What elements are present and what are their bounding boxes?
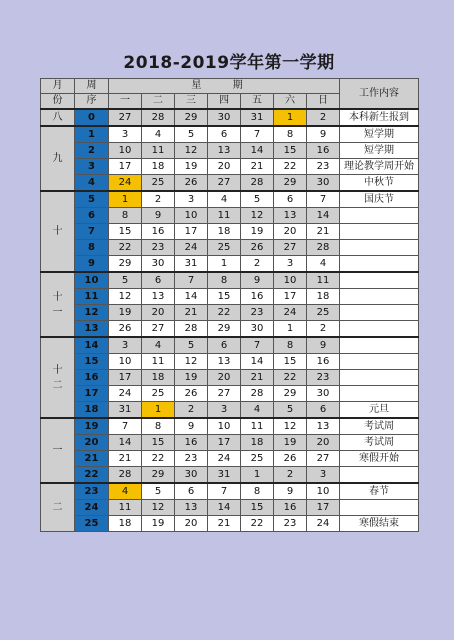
week-row: [41, 191, 419, 208]
day-cell: 12: [274, 418, 307, 435]
day-cell: 27: [109, 109, 142, 126]
day-cell: 9: [307, 126, 340, 143]
work-content-cell: [340, 370, 419, 386]
day-cell: 2: [307, 109, 340, 126]
day-cell: 23: [274, 516, 307, 532]
month-header-bottom: 份: [41, 94, 75, 110]
weekday-header: 六: [274, 94, 307, 110]
day-cell: 4: [241, 402, 274, 419]
month-label: [41, 191, 75, 272]
day-cell: 18: [241, 435, 274, 451]
day-cell: 18: [208, 224, 241, 240]
week-number: 19: [75, 418, 109, 435]
day-cell: 3: [109, 337, 142, 354]
day-cell: 10: [274, 272, 307, 289]
day-cell: 8: [208, 272, 241, 289]
work-content-header: 工作内容: [340, 79, 419, 110]
work-content-cell: [340, 272, 419, 289]
day-cell: 18: [109, 516, 142, 532]
day-cell: 3: [175, 191, 208, 208]
week-row: [41, 500, 419, 516]
day-cell: 28: [241, 386, 274, 402]
day-cell: 17: [307, 500, 340, 516]
day-cell: 21: [241, 370, 274, 386]
day-cell: 26: [241, 240, 274, 256]
day-cell: 20: [307, 435, 340, 451]
week-row: [41, 402, 419, 419]
day-cell: 30: [241, 321, 274, 338]
work-content-cell: [340, 208, 419, 224]
week-row: [41, 224, 419, 240]
week-number: 14: [75, 337, 109, 354]
day-cell: 10: [208, 418, 241, 435]
week-row: [41, 126, 419, 143]
weekday-header: 三: [175, 94, 208, 110]
weekday-header: 一: [109, 94, 142, 110]
day-cell: 15: [142, 435, 175, 451]
day-cell: 18: [142, 159, 175, 175]
day-cell: 18: [307, 289, 340, 305]
day-cell: 2: [175, 402, 208, 419]
week-row: [41, 516, 419, 532]
work-content-cell: [340, 386, 419, 402]
day-cell: 25: [241, 451, 274, 467]
month-label: [41, 126, 75, 191]
month-label-char: 一: [52, 445, 63, 456]
work-content-cell: 短学期: [340, 126, 419, 143]
day-cell: 8: [142, 418, 175, 435]
day-cell: 17: [109, 159, 142, 175]
month-label-char: 二: [52, 502, 63, 513]
week-number: 21: [75, 451, 109, 467]
day-cell: 15: [109, 224, 142, 240]
day-cell: 20: [208, 370, 241, 386]
day-cell: 13: [208, 143, 241, 159]
day-cell: 22: [142, 451, 175, 467]
school-calendar-table: [40, 78, 419, 532]
day-cell: 13: [274, 208, 307, 224]
day-cell: 6: [142, 272, 175, 289]
week-number: 0: [75, 109, 109, 126]
day-cell: 22: [274, 159, 307, 175]
day-cell: 27: [208, 386, 241, 402]
day-cell: 27: [307, 451, 340, 467]
day-cell: 17: [109, 370, 142, 386]
day-cell: 15: [274, 143, 307, 159]
day-cell: 14: [241, 143, 274, 159]
day-cell: 17: [175, 224, 208, 240]
day-cell: 11: [142, 354, 175, 370]
work-content-cell: 中秋节: [340, 175, 419, 192]
day-cell: 6: [175, 483, 208, 500]
day-cell: 15: [208, 289, 241, 305]
weekday-header: 五: [241, 94, 274, 110]
day-cell: 3: [208, 402, 241, 419]
day-cell: 25: [208, 240, 241, 256]
week-row: [41, 321, 419, 338]
day-cell: 1: [109, 191, 142, 208]
day-cell: 13: [208, 354, 241, 370]
day-cell: 14: [241, 354, 274, 370]
week-number: 11: [75, 289, 109, 305]
day-cell: 24: [109, 175, 142, 192]
work-content-cell: [340, 305, 419, 321]
day-cell: 29: [109, 256, 142, 273]
weekday-header: 四: [208, 94, 241, 110]
day-cell: 8: [109, 208, 142, 224]
week-row: [41, 418, 419, 435]
day-cell: 9: [307, 337, 340, 354]
month-label: [41, 109, 75, 126]
week-row: [41, 370, 419, 386]
day-cell: 30: [307, 175, 340, 192]
day-cell: 9: [175, 418, 208, 435]
day-cell: 2: [142, 191, 175, 208]
day-cell: 7: [175, 272, 208, 289]
day-cell: 9: [142, 208, 175, 224]
day-cell: 6: [208, 126, 241, 143]
day-cell: 20: [142, 305, 175, 321]
month-label-char: 十: [52, 291, 63, 303]
week-number: 8: [75, 240, 109, 256]
day-cell: 29: [175, 109, 208, 126]
day-cell: 1: [142, 402, 175, 419]
week-row: [41, 272, 419, 289]
day-cell: 31: [208, 467, 241, 484]
day-cell: 4: [142, 126, 175, 143]
day-cell: 21: [208, 516, 241, 532]
work-content-cell: [340, 224, 419, 240]
work-content-cell: 本科新生报到: [340, 109, 419, 126]
month-label: [41, 483, 75, 532]
day-cell: 1: [241, 467, 274, 484]
day-cell: 4: [208, 191, 241, 208]
day-cell: 27: [274, 240, 307, 256]
day-cell: 2: [241, 256, 274, 273]
weekday-group-header: 星 期: [109, 79, 340, 94]
day-cell: 28: [307, 240, 340, 256]
day-cell: 30: [307, 386, 340, 402]
work-content-cell: [340, 256, 419, 273]
week-number: 16: [75, 370, 109, 386]
work-content-cell: [340, 321, 419, 338]
day-cell: 3: [274, 256, 307, 273]
week-row: [41, 354, 419, 370]
day-cell: 4: [307, 256, 340, 273]
week-number: 5: [75, 191, 109, 208]
day-cell: 24: [274, 305, 307, 321]
day-cell: 16: [307, 143, 340, 159]
work-content-cell: 元旦: [340, 402, 419, 419]
week-number: 25: [75, 516, 109, 532]
day-cell: 19: [142, 516, 175, 532]
day-cell: 1: [274, 321, 307, 338]
week-number: 24: [75, 500, 109, 516]
day-cell: 31: [109, 402, 142, 419]
day-cell: 10: [307, 483, 340, 500]
week-header-top: 周: [75, 79, 109, 94]
week-number: 22: [75, 467, 109, 484]
day-cell: 28: [175, 321, 208, 338]
week-number: 6: [75, 208, 109, 224]
day-cell: 11: [307, 272, 340, 289]
week-number: 3: [75, 159, 109, 175]
work-content-cell: 短学期: [340, 143, 419, 159]
day-cell: 5: [175, 337, 208, 354]
day-cell: 25: [142, 386, 175, 402]
work-content-cell: 考试周: [340, 418, 419, 435]
day-cell: 14: [307, 208, 340, 224]
day-cell: 13: [307, 418, 340, 435]
day-cell: 7: [208, 483, 241, 500]
week-number: 1: [75, 126, 109, 143]
month-label: [41, 272, 75, 337]
week-number: 7: [75, 224, 109, 240]
day-cell: 7: [241, 126, 274, 143]
day-cell: 25: [307, 305, 340, 321]
week-row: [41, 208, 419, 224]
month-label-char: 十: [52, 226, 63, 237]
day-cell: 13: [175, 500, 208, 516]
day-cell: 20: [208, 159, 241, 175]
day-cell: 7: [109, 418, 142, 435]
work-content-cell: 寒假开始: [340, 451, 419, 467]
day-cell: 3: [109, 126, 142, 143]
day-cell: 11: [241, 418, 274, 435]
month-label: [41, 418, 75, 483]
work-content-cell: 国庆节: [340, 191, 419, 208]
day-cell: 21: [109, 451, 142, 467]
day-cell: 5: [274, 402, 307, 419]
work-content-cell: [340, 354, 419, 370]
day-cell: 16: [274, 500, 307, 516]
day-cell: 29: [274, 386, 307, 402]
day-cell: 7: [307, 191, 340, 208]
day-cell: 24: [307, 516, 340, 532]
day-cell: 8: [274, 337, 307, 354]
day-cell: 16: [307, 354, 340, 370]
calendar-body: [41, 109, 419, 532]
week-number: 23: [75, 483, 109, 500]
day-cell: 24: [208, 451, 241, 467]
day-cell: 1: [274, 109, 307, 126]
day-cell: 31: [175, 256, 208, 273]
week-row: [41, 451, 419, 467]
day-cell: 21: [175, 305, 208, 321]
work-content-cell: 考试周: [340, 435, 419, 451]
day-cell: 10: [109, 143, 142, 159]
day-cell: 12: [241, 208, 274, 224]
week-header-bottom: 序: [75, 94, 109, 110]
day-cell: 14: [175, 289, 208, 305]
day-cell: 19: [274, 435, 307, 451]
weekday-header: 日: [307, 94, 340, 110]
day-cell: 2: [274, 467, 307, 484]
week-row: [41, 305, 419, 321]
day-cell: 22: [274, 370, 307, 386]
work-content-cell: 春节: [340, 483, 419, 500]
week-row: [41, 159, 419, 175]
day-cell: 28: [109, 467, 142, 484]
day-cell: 23: [142, 240, 175, 256]
week-number: 20: [75, 435, 109, 451]
week-row: [41, 109, 419, 126]
week-number: 17: [75, 386, 109, 402]
day-cell: 6: [307, 402, 340, 419]
day-cell: 17: [274, 289, 307, 305]
day-cell: 22: [208, 305, 241, 321]
week-row: [41, 175, 419, 192]
day-cell: 19: [241, 224, 274, 240]
day-cell: 5: [241, 191, 274, 208]
week-row: [41, 289, 419, 305]
month-label-char: 九: [52, 153, 63, 164]
day-cell: 26: [175, 175, 208, 192]
day-cell: 7: [241, 337, 274, 354]
work-content-cell: 寒假结束: [340, 516, 419, 532]
day-cell: 26: [109, 321, 142, 338]
month-header-top: 月: [41, 79, 75, 94]
day-cell: 30: [142, 256, 175, 273]
day-cell: 31: [241, 109, 274, 126]
page-title: 2018-2019学年第一学期: [123, 53, 335, 73]
week-row: [41, 483, 419, 500]
day-cell: 11: [208, 208, 241, 224]
work-content-cell: [340, 467, 419, 484]
day-cell: 21: [307, 224, 340, 240]
day-cell: 17: [208, 435, 241, 451]
day-cell: 14: [109, 435, 142, 451]
work-content-cell: [340, 337, 419, 354]
week-number: 9: [75, 256, 109, 273]
week-row: [41, 467, 419, 484]
day-cell: 15: [274, 354, 307, 370]
day-cell: 13: [142, 289, 175, 305]
day-cell: 27: [208, 175, 241, 192]
week-number: 12: [75, 305, 109, 321]
day-cell: 29: [274, 175, 307, 192]
month-label-char: 一: [52, 306, 63, 318]
day-cell: 6: [208, 337, 241, 354]
day-cell: 26: [274, 451, 307, 467]
work-content-cell: 理论教学周开始: [340, 159, 419, 175]
day-cell: 20: [175, 516, 208, 532]
day-cell: 12: [109, 289, 142, 305]
day-cell: 10: [175, 208, 208, 224]
day-cell: 15: [241, 500, 274, 516]
day-cell: 12: [142, 500, 175, 516]
work-content-cell: [340, 289, 419, 305]
day-cell: 10: [109, 354, 142, 370]
day-cell: 5: [142, 483, 175, 500]
day-cell: 9: [274, 483, 307, 500]
day-cell: 21: [241, 159, 274, 175]
day-cell: 1: [208, 256, 241, 273]
day-cell: 29: [142, 467, 175, 484]
week-row: [41, 143, 419, 159]
day-cell: 19: [175, 370, 208, 386]
day-cell: 14: [208, 500, 241, 516]
day-cell: 6: [274, 191, 307, 208]
day-cell: 26: [175, 386, 208, 402]
week-number: 15: [75, 354, 109, 370]
day-cell: 23: [307, 370, 340, 386]
day-cell: 8: [274, 126, 307, 143]
day-cell: 30: [175, 467, 208, 484]
day-cell: 30: [208, 109, 241, 126]
day-cell: 11: [142, 143, 175, 159]
day-cell: 16: [175, 435, 208, 451]
day-cell: 23: [175, 451, 208, 467]
day-cell: 24: [175, 240, 208, 256]
day-cell: 9: [241, 272, 274, 289]
week-number: 2: [75, 143, 109, 159]
day-cell: 20: [274, 224, 307, 240]
day-cell: 3: [307, 467, 340, 484]
day-cell: 12: [175, 354, 208, 370]
work-content-cell: [340, 240, 419, 256]
day-cell: 28: [142, 109, 175, 126]
month-label-char: 二: [52, 379, 63, 391]
week-number: 4: [75, 175, 109, 192]
week-row: [41, 435, 419, 451]
month-label: [41, 337, 75, 418]
day-cell: 28: [241, 175, 274, 192]
week-row: [41, 386, 419, 402]
week-number: 13: [75, 321, 109, 338]
month-label-char: 八: [52, 112, 63, 123]
week-number: 18: [75, 402, 109, 419]
day-cell: 5: [109, 272, 142, 289]
week-row: [41, 256, 419, 273]
week-row: [41, 240, 419, 256]
day-cell: 29: [208, 321, 241, 338]
day-cell: 23: [307, 159, 340, 175]
day-cell: 25: [142, 175, 175, 192]
day-cell: 11: [109, 500, 142, 516]
day-cell: 19: [109, 305, 142, 321]
day-cell: 22: [109, 240, 142, 256]
month-label-char: 十: [52, 364, 63, 376]
day-cell: 16: [241, 289, 274, 305]
week-number: 10: [75, 272, 109, 289]
day-cell: 5: [175, 126, 208, 143]
day-cell: 24: [109, 386, 142, 402]
day-cell: 4: [142, 337, 175, 354]
day-cell: 27: [142, 321, 175, 338]
day-cell: 19: [175, 159, 208, 175]
day-cell: 8: [241, 483, 274, 500]
week-row: [41, 337, 419, 354]
work-content-cell: [340, 500, 419, 516]
day-cell: 12: [175, 143, 208, 159]
day-cell: 23: [241, 305, 274, 321]
day-cell: 2: [307, 321, 340, 338]
day-cell: 18: [142, 370, 175, 386]
day-cell: 16: [142, 224, 175, 240]
day-cell: 4: [109, 483, 142, 500]
weekday-header: 二: [142, 94, 175, 110]
day-cell: 22: [241, 516, 274, 532]
